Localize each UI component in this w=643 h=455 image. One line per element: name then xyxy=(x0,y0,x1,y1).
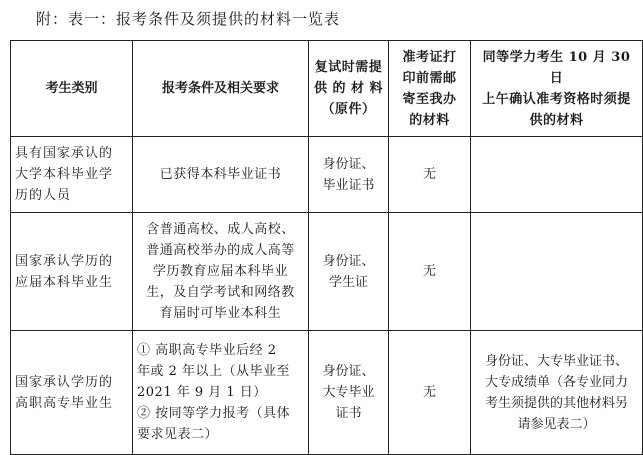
header-equivalent-materials xyxy=(471,41,643,137)
retest-line: 身份证、 xyxy=(322,253,375,269)
retest-line: 证书 xyxy=(335,406,362,421)
header-mail-line: 的材料 xyxy=(409,112,450,128)
mail-materials-cell: 无 xyxy=(389,331,471,455)
retest-materials-cell xyxy=(309,331,389,455)
equivalent-line: 请参见表二） xyxy=(517,416,596,432)
table-caption: 附：表一：报考条件及须提供的材料一览表 xyxy=(36,10,341,28)
header-equivalent-line: 供的材料 xyxy=(529,112,584,128)
header-mail-line: 寄至我办 xyxy=(402,91,457,107)
category-line: 国家承认学历的 xyxy=(15,253,114,269)
conditions-cell xyxy=(133,213,309,331)
conditions-line: 含普通高校、成人高校、 xyxy=(146,222,295,237)
equivalent-materials-cell xyxy=(471,331,643,455)
retest-line: 学生证 xyxy=(328,274,368,290)
table-row xyxy=(11,331,643,455)
retest-line: 大专毕业 xyxy=(322,385,375,400)
header-equivalent-line: 上午确认准考资格时须提 xyxy=(482,91,631,107)
category-cell xyxy=(11,137,133,213)
conditions-line: 生，及自学考试和网络教 xyxy=(146,285,295,300)
conditions-line: 2021 年 9 月 1 日） xyxy=(137,385,267,400)
header-retest-line: 复试时需提 xyxy=(314,60,383,75)
retest-materials-cell xyxy=(309,213,389,331)
mail-materials-cell: 无 xyxy=(389,137,471,213)
conditions-line: 育届时可毕业本科生 xyxy=(159,306,282,321)
header-retest-materials xyxy=(309,41,389,137)
equivalent-line: 身份证、大专毕业证书、 xyxy=(484,353,628,369)
category-line: 高职高专毕业生 xyxy=(15,395,114,411)
category-line: 国家承认学历的 xyxy=(15,374,114,390)
header-retest-line: 供 的 材 料 xyxy=(313,81,384,96)
header-mail-line: 准考证打 xyxy=(402,49,457,65)
conditions-line: 要求见表二） xyxy=(137,427,219,442)
equivalent-materials-cell xyxy=(471,213,643,331)
retest-line: 身份证、 xyxy=(322,364,375,379)
conditions-line: ② 按同等学力报考（具体 xyxy=(137,406,291,421)
category-cell xyxy=(11,213,133,331)
conditions-cell xyxy=(133,137,309,213)
table-row xyxy=(11,213,643,331)
category-line: 历的人员 xyxy=(15,188,72,203)
requirements-table xyxy=(10,40,643,455)
category-cell xyxy=(11,331,133,455)
category-line: 应届本科毕业生 xyxy=(15,274,114,290)
retest-line: 身份证、 xyxy=(322,156,375,172)
table-row xyxy=(11,137,643,213)
header-row xyxy=(11,41,643,137)
conditions-line: 已获得本科毕业证书 xyxy=(159,167,282,182)
header-category: 考生类别 xyxy=(11,41,133,137)
retest-materials-cell xyxy=(309,137,389,213)
mail-materials-cell: 无 xyxy=(389,213,471,331)
header-retest-line: （原件） xyxy=(321,102,376,117)
header-conditions: 报考条件及相关要求 xyxy=(133,41,309,137)
conditions-line: ① 高职高专毕业后经 2 xyxy=(137,343,277,358)
conditions-line: 学历教育应届本科毕业 xyxy=(152,264,288,279)
equivalent-line: 考生须提供的其他材料另 xyxy=(484,395,628,411)
header-equivalent-line: 同等学力考生 10 月 30 日 xyxy=(482,49,631,86)
conditions-line: 年或 2 年以上（从毕业至 xyxy=(137,364,291,379)
header-mail-line: 印前需邮 xyxy=(402,70,457,86)
equivalent-materials-cell xyxy=(471,137,643,213)
category-line: 大学本科毕业学 xyxy=(15,167,114,182)
category-line: 具有国家承认的 xyxy=(15,146,114,161)
conditions-cell xyxy=(133,331,309,455)
equivalent-line: 大专成绩单（各专业同力 xyxy=(484,374,628,390)
retest-line: 毕业证书 xyxy=(322,177,375,193)
header-mail-materials xyxy=(389,41,471,137)
conditions-line: 普通高校举办的成人高等 xyxy=(146,243,295,258)
